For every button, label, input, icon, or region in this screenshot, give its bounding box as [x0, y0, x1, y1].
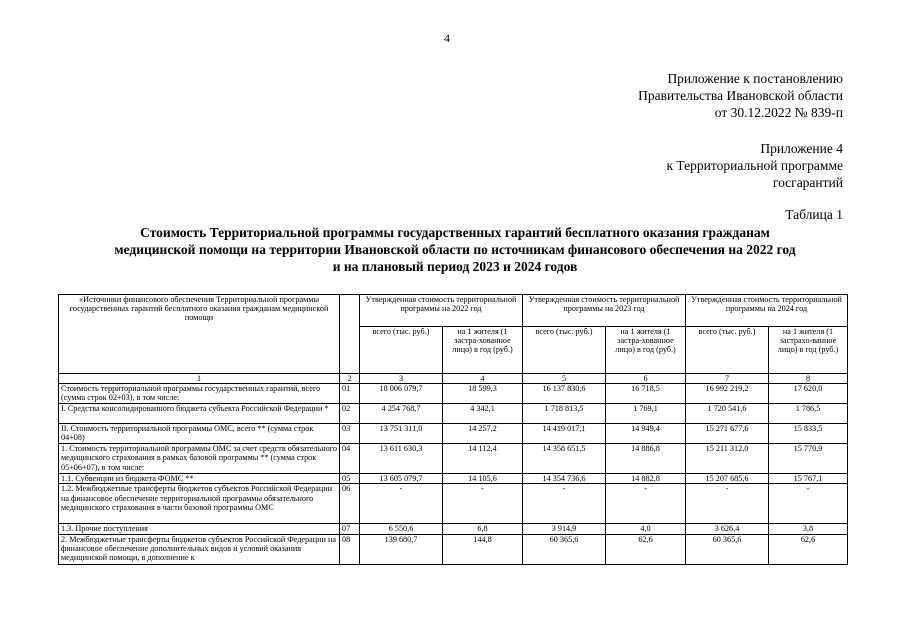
- row-code: 08: [340, 534, 360, 564]
- column-index: 1: [59, 374, 340, 384]
- row-code: 02: [340, 404, 360, 424]
- row-name: 1.2. Межбюджетные трансферты бюджетов субъектов Российской Федерации на финансовое обеспечение территориальной программы обязательного медицинского страхования в части базовой программы ОМС: [59, 484, 340, 524]
- row-code: 04: [340, 444, 360, 474]
- table-row: [59, 424, 848, 444]
- table-row: [59, 474, 848, 484]
- header-source: «Источники финансового обеспечения Территориальной программы государственных гарантий бесплатного оказания гражданам медицинской помощи: [59, 295, 340, 374]
- row-name: 1.3. Прочие поступления: [59, 524, 340, 534]
- value-2024-total: 15 211 312,0: [686, 444, 769, 474]
- value-2023-per-person: 14 882,8: [606, 474, 686, 484]
- column-index: 7: [686, 374, 769, 384]
- value-2022-per-person: -: [443, 484, 523, 524]
- value-2023-total: -: [523, 484, 606, 524]
- header-2022: Утвержденная стоимость территориальной программы на 2022 год: [360, 295, 523, 327]
- value-2022-per-person: 14 112,4: [443, 444, 523, 474]
- value-2022-per-person: 6,8: [443, 524, 523, 534]
- subheader-per-person-2023: на 1 жителя (1 застра-хованное лицо) в год (руб.): [606, 327, 686, 374]
- value-2024-total: 15 207 685,6: [686, 474, 769, 484]
- row-name: 2. Межбюджетные трансферты бюджетов субъектов Российской Федерации на финансовое обеспечение дополнительных видов и условий оказания медицинской помощи, в дополнение к: [59, 534, 340, 564]
- title-line1: Стоимость Территориальной программы государственных гарантий бесплатного оказания гражданам: [140, 225, 770, 240]
- appendix-resolution-block: [638, 70, 843, 121]
- appendix-program-line2: к Территориальной программе: [666, 158, 843, 173]
- value-2023-per-person: 4,0: [606, 524, 686, 534]
- table-label: Таблица 1: [785, 207, 843, 222]
- value-2023-total: 14 354 736,6: [523, 474, 606, 484]
- value-2024-total: 1 720 541,6: [686, 404, 769, 424]
- table-row: [59, 404, 848, 424]
- row-code: 03: [340, 424, 360, 444]
- table-row: [59, 524, 848, 534]
- value-2024-total: 60 365,6: [686, 534, 769, 564]
- value-2022-total: 6 550,6: [360, 524, 443, 534]
- column-index: 3: [360, 374, 443, 384]
- value-2022-total: 13 751 311,0: [360, 424, 443, 444]
- row-code: 05: [340, 474, 360, 484]
- value-2022-per-person: 4 342,1: [443, 404, 523, 424]
- appendix-resolution-line1: Приложение к постановлению: [667, 71, 843, 86]
- row-name: Стоимость территориальной программы государственных гарантий, всего (сумма строк 02+03), в том числе:: [59, 384, 340, 404]
- value-2023-total: 1 718 813,5: [523, 404, 606, 424]
- value-2023-per-person: -: [606, 484, 686, 524]
- value-2024-per-person: 15 770,9: [769, 444, 848, 474]
- row-name: II. Стоимость территориальной программы ОМС, всего ** (сумма строк 04+08): [59, 424, 340, 444]
- title-line2: медицинской помощи на территории Ивановской области по источникам финансового обеспечения на 2022 год: [114, 242, 796, 257]
- column-index-row: [59, 374, 848, 384]
- value-2024-per-person: 17 620,0: [769, 384, 848, 404]
- value-2023-total: 60 365,6: [523, 534, 606, 564]
- table-row: [59, 384, 848, 404]
- column-index: 8: [769, 374, 848, 384]
- value-2024-per-person: 1 786,5: [769, 404, 848, 424]
- value-2024-total: 15 271 677,6: [686, 424, 769, 444]
- row-code: 07: [340, 524, 360, 534]
- table-row: [59, 484, 848, 524]
- value-2022-per-person: 18 599,3: [443, 384, 523, 404]
- value-2022-total: 13 605 079,7: [360, 474, 443, 484]
- row-code: 06: [340, 484, 360, 524]
- value-2024-per-person: 15 767,1: [769, 474, 848, 484]
- value-2023-per-person: 1 769,1: [606, 404, 686, 424]
- value-2024-per-person: 3,8: [769, 524, 848, 534]
- value-2022-total: -: [360, 484, 443, 524]
- value-2023-total: 16 137 830,6: [523, 384, 606, 404]
- title-line3: и на плановый период 2023 и 2024 годов: [332, 259, 578, 274]
- value-2024-per-person: 15 833,5: [769, 424, 848, 444]
- value-2022-per-person: 144,8: [443, 534, 523, 564]
- value-2022-total: 18 006 079,7: [360, 384, 443, 404]
- page-number: 4: [444, 31, 450, 45]
- header-2024: Утвержденная стоимость территориальной программы на 2024 год: [686, 295, 848, 327]
- table-header-row: [59, 295, 848, 327]
- subheader-total-2023: всего (тыс. руб.): [523, 327, 606, 374]
- column-index: 6: [606, 374, 686, 384]
- row-code: 01: [340, 384, 360, 404]
- header-2023: Утвержденная стоимость территориальной программы на 2023 год: [523, 295, 686, 327]
- value-2024-per-person: 62,6: [769, 534, 848, 564]
- column-index: 4: [443, 374, 523, 384]
- subheader-per-person-2022: на 1 жителя (1 застра-хованное лицо) в год (руб.): [443, 327, 523, 374]
- table-row: [59, 534, 848, 564]
- value-2023-per-person: 14 886,8: [606, 444, 686, 474]
- appendix-program-block: [667, 140, 844, 191]
- appendix-program-line1: Приложение 4: [760, 141, 843, 156]
- value-2022-per-person: 14 105,6: [443, 474, 523, 484]
- subheader-total-2022: всего (тыс. руб.): [360, 327, 443, 374]
- value-2023-total: 14 419 017,1: [523, 424, 606, 444]
- column-index: 5: [523, 374, 606, 384]
- table-row: [59, 444, 848, 474]
- value-2023-total: 3 914,9: [523, 524, 606, 534]
- row-name: 1. Стоимость территориальной программы ОМС за счет средств обязательного медицинского страхования в рамках базовой программы ** (сумма строк 05+06+07), в том числе:: [59, 444, 340, 474]
- value-2023-per-person: 14 949,4: [606, 424, 686, 444]
- value-2024-total: -: [686, 484, 769, 524]
- appendix-resolution-line3: от 30.12.2022 № 839-п: [714, 105, 843, 120]
- subheader-per-person-2024: на 1 жителя (1 застрахо-ванное лицо) в год (руб.): [769, 327, 848, 374]
- value-2024-per-person: -: [769, 484, 848, 524]
- appendix-program-line3: госгарантий: [772, 175, 843, 190]
- row-name: I. Средства консолидированного бюджета субъекта Российской Федерации *: [59, 404, 340, 424]
- column-index: 2: [340, 374, 360, 384]
- appendix-resolution-line2: Правительства Ивановской области: [638, 88, 843, 103]
- value-2023-per-person: 16 718,5: [606, 384, 686, 404]
- value-2022-per-person: 14 257,2: [443, 424, 523, 444]
- value-2023-per-person: 62,6: [606, 534, 686, 564]
- value-2022-total: 13 611 630,3: [360, 444, 443, 474]
- value-2024-total: 16 992 219,2: [686, 384, 769, 404]
- value-2024-total: 3 626,4: [686, 524, 769, 534]
- value-2022-total: 4 254 768,7: [360, 404, 443, 424]
- value-2023-total: 14 358 651,5: [523, 444, 606, 474]
- cost-table: [58, 294, 848, 565]
- subheader-total-2024: всего (тыс. руб.): [686, 327, 769, 374]
- row-name: 1.1. Субвенции из бюджета ФОМС **: [59, 474, 340, 484]
- document-title: [60, 224, 850, 275]
- header-code-cell: [340, 295, 360, 374]
- value-2022-total: 139 680,7: [360, 534, 443, 564]
